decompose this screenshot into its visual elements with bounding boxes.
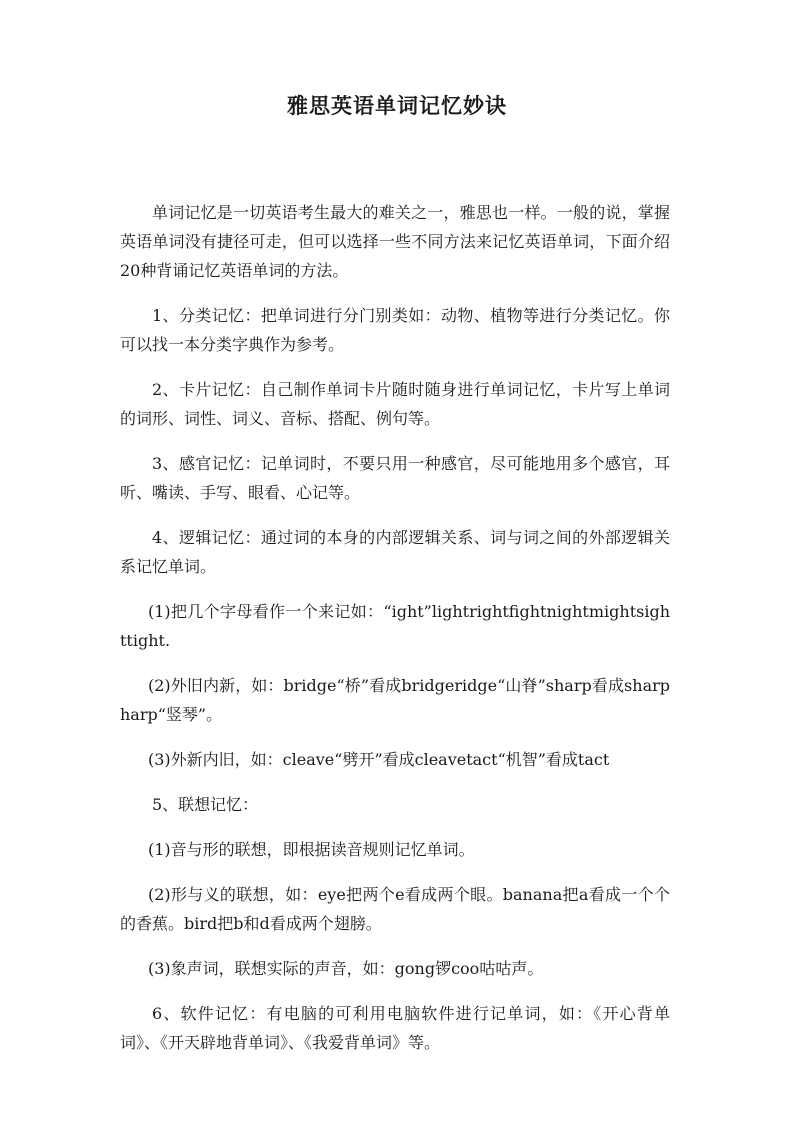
method-6-paragraph: 6、软件记忆：有电脑的可利用电脑软件进行记单词，如：《开心背单词》、《开天辟地背单词》、《我爱背单词》等。 — [120, 1004, 670, 1052]
method-4-sub-1: (1)把几个字母看作一个来记如：“ight”lightrightfightnightmightsighttight. — [120, 602, 670, 650]
method-4-sub-2: (2)外旧内新，如：bridge“桥”看成bridgeridge“山脊”sharp看成sharpharp“竖琴”。 — [120, 676, 670, 724]
page-title: 雅思英语单词记忆妙诀 — [287, 93, 507, 118]
method-5-paragraph: 5、联想记忆： — [152, 795, 259, 814]
method-5-sub-1: (1)音与形的联想，即根据读音规则记忆单词。 — [148, 840, 475, 859]
method-3-paragraph: 3、感官记忆：记单词时，不要只用一种感官，尽可能地用多个感官，耳听、嘴读、手写、眼看、心记等。 — [120, 454, 670, 502]
document-body — [120, 198, 670, 1073]
method-2-paragraph: 2、卡片记忆：自己制作单词卡片随时随身进行单词记忆，卡片写上单词的词形、词性、词义、音标、搭配、例句等。 — [120, 380, 670, 428]
method-4-sub-3: (3)外新内旧，如：cleave“劈开”看成cleavetact“机智”看成tact — [148, 750, 610, 769]
intro-paragraph: 单词记忆是一切英语考生最大的难关之一，雅思也一样。一般的说，掌握英语单词没有捷径可走，但可以选择一些不同方法来记忆英语单词，下面介绍20种背诵记忆英语单词的方法。 — [120, 203, 670, 280]
method-4-paragraph: 4、逻辑记忆：通过词的本身的内部逻辑关系、词与词之间的外部逻辑关系记忆单词。 — [120, 528, 670, 576]
method-1-paragraph: 1、分类记忆：把单词进行分门别类如：动物、植物等进行分类记忆。你可以找一本分类字典作为参考。 — [120, 306, 670, 354]
method-5-sub-2: (2)形与义的联想，如：eye把两个e看成两个眼。banana把a看成一个个的香蕉。bird把b和d看成两个翅膀。 — [120, 885, 670, 933]
method-5-sub-3: (3)象声词，联想实际的声音，如：gong锣coo咕咕声。 — [148, 959, 544, 978]
